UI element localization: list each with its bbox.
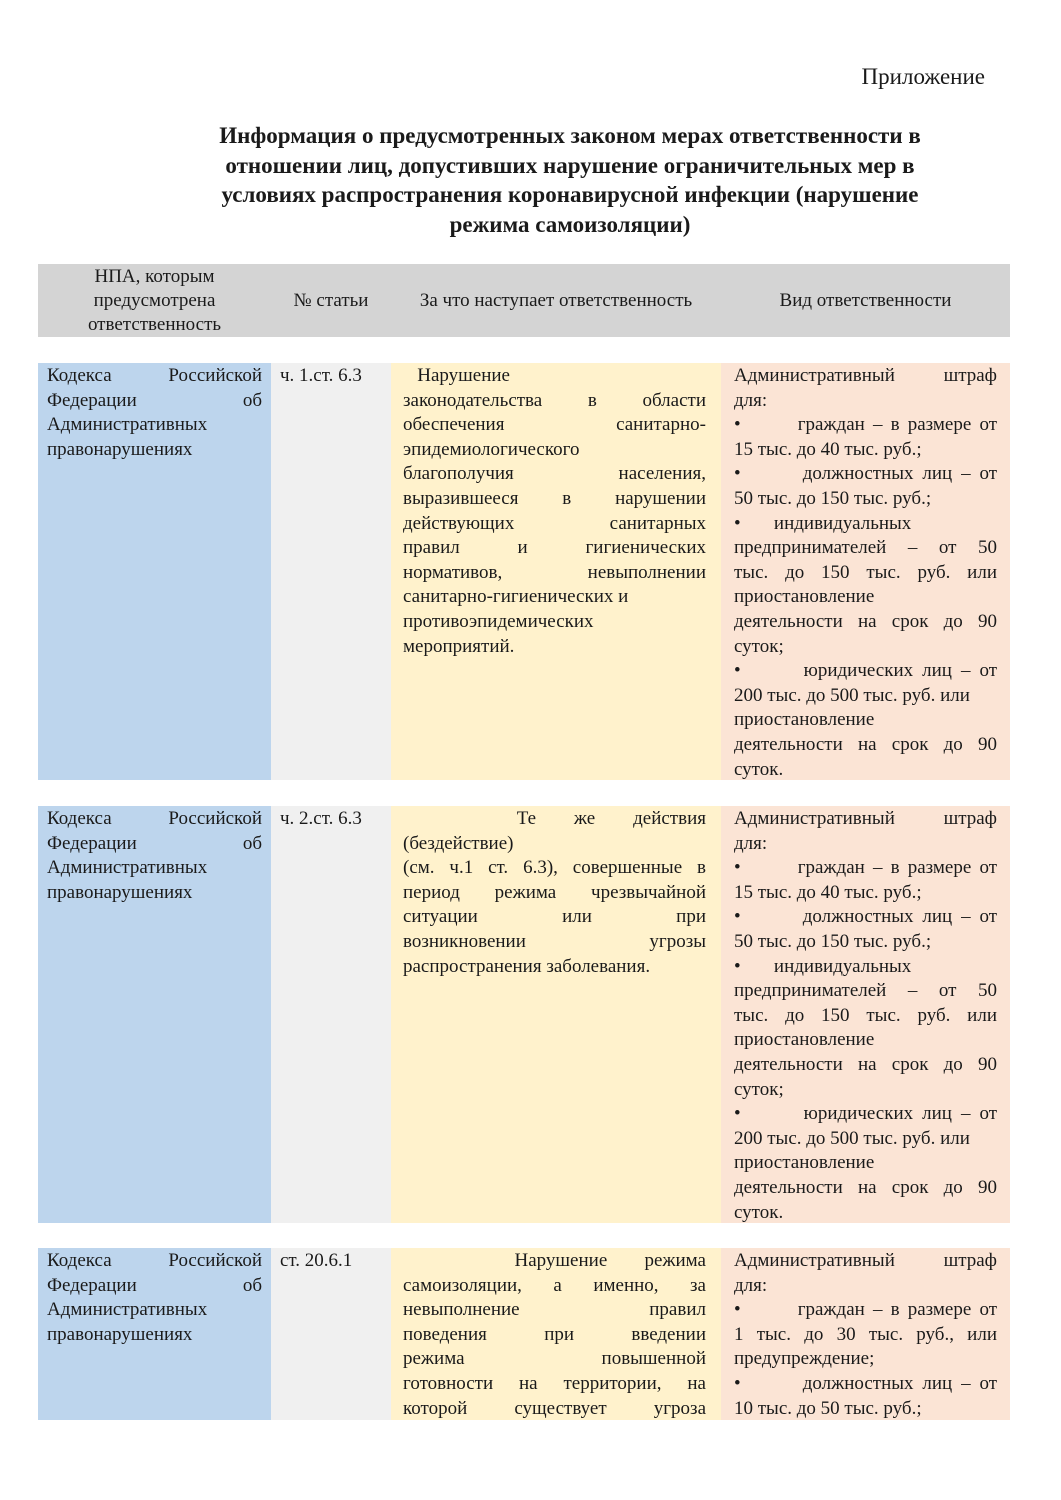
- text-line: готовности на территории, на: [403, 1372, 706, 1394]
- text-line: • должностных лиц – от: [734, 906, 997, 928]
- text-line: 50 тыс. до 150 тыс. руб.;: [734, 930, 932, 952]
- text-line: Административных: [47, 857, 208, 879]
- text-line: суток.: [734, 1201, 784, 1223]
- text-line: • индивидуальных: [734, 512, 912, 534]
- text-line: • граждан – в размере от: [734, 414, 997, 436]
- text-line: Кодекса Российской: [47, 1250, 262, 1271]
- article-cell: ч. 1.ст. 6.3: [271, 363, 391, 780]
- text-line: нормативов, невыполнении: [403, 561, 706, 583]
- text-line: правил и гигиенических: [403, 537, 706, 559]
- text-line: тыс. до 150 тыс. руб. или: [734, 561, 997, 583]
- header-npa-line: ответственность: [87, 313, 222, 335]
- reason-cell: [391, 806, 721, 1223]
- text-line: деятельности на срок до 90: [734, 610, 997, 632]
- text-line: Те же действия: [403, 808, 706, 829]
- text-line: эпидемиологического: [403, 438, 580, 460]
- article-cell: ст. 20.6.1: [271, 1248, 391, 1420]
- text-line: Административных: [47, 414, 208, 436]
- text-line: деятельности на срок до 90: [734, 733, 997, 755]
- text-line: деятельности на срок до 90: [734, 1053, 997, 1075]
- responsibility-cell: [721, 1248, 1010, 1420]
- header-article: № статьи: [293, 289, 369, 311]
- header-npa-line: НПА, которым: [94, 265, 215, 287]
- text-line: деятельности на срок до 90: [734, 1176, 997, 1198]
- header-npa-line: предусмотрена: [93, 289, 216, 311]
- text-line: приостановление: [734, 1029, 875, 1051]
- npa-cell: [38, 1248, 271, 1420]
- text-line: Федерации об: [47, 1274, 262, 1296]
- text-line: которой существует угроза: [403, 1397, 706, 1419]
- text-line: Административных: [47, 1299, 208, 1321]
- text-line: 50 тыс. до 150 тыс. руб.;: [734, 487, 932, 509]
- text-line: приостановление: [734, 586, 875, 608]
- title-line: режима самоизоляции): [449, 211, 691, 237]
- text-line: противоэпидемических: [403, 610, 594, 632]
- article-cell: ч. 2.ст. 6.3: [271, 806, 391, 1223]
- text-line: 1 тыс. до 30 тыс. руб., или: [734, 1323, 997, 1345]
- text-line: • должностных лиц – от: [734, 1372, 997, 1394]
- text-line: Административный штраф: [734, 1250, 997, 1271]
- table-row: [38, 363, 1010, 780]
- text-line: правонарушениях: [47, 1323, 193, 1345]
- table-header: [38, 264, 1010, 337]
- text-line: • должностных лиц – от: [734, 463, 997, 485]
- text-line: режима повышенной: [403, 1348, 706, 1370]
- text-line: приостановление: [734, 709, 875, 731]
- text-line: Административный штраф: [734, 808, 997, 829]
- table-row: [38, 806, 1010, 1223]
- text-line: Кодекса Российской: [47, 365, 262, 386]
- text-line: суток;: [734, 1078, 784, 1100]
- npa-cell: [38, 363, 271, 780]
- text-line: самоизоляции, а именно, за: [403, 1274, 706, 1296]
- text-line: Административный штраф: [734, 365, 997, 386]
- text-line: предупреждение;: [734, 1348, 875, 1370]
- text-line: правонарушениях: [47, 438, 193, 460]
- text-line: возникновении угрозы: [403, 930, 706, 952]
- text-line: • юридических лиц – от: [734, 660, 997, 682]
- text-line: • граждан – в размере от: [734, 857, 997, 879]
- text-line: предпринимателей – от 50: [734, 537, 997, 559]
- table-row: [38, 1248, 1010, 1420]
- text-line: 15 тыс. до 40 тыс. руб.;: [734, 881, 922, 903]
- text-line: мероприятий.: [403, 635, 515, 657]
- text-line: санитарно-гигиенических и: [403, 586, 629, 608]
- title-line: условиях распространения коронавирусной инфекции (нарушение: [221, 182, 919, 207]
- text-line: правонарушениях: [47, 881, 193, 903]
- text-line: выразившееся в нарушении: [403, 487, 706, 509]
- responsibility-cell: [721, 363, 1010, 780]
- text-line: • граждан – в размере от: [734, 1299, 997, 1321]
- appendix-label: Приложение: [861, 64, 985, 89]
- header-type: Вид ответственности: [779, 289, 952, 311]
- responsibility-cell: [721, 806, 1010, 1223]
- text-line: Кодекса Российской: [47, 808, 262, 829]
- text-line: Федерации об: [47, 832, 262, 854]
- document-title: [180, 121, 960, 239]
- text-line: законодательства в области: [403, 389, 706, 411]
- reason-cell: [391, 363, 721, 780]
- header-reason: За что наступает ответственность: [419, 289, 693, 311]
- text-line: 200 тыс. до 500 тыс. руб. или: [734, 1127, 970, 1149]
- text-line: 200 тыс. до 500 тыс. руб. или: [734, 684, 970, 706]
- reason-cell: [391, 1248, 721, 1420]
- text-line: приостановление: [734, 1152, 875, 1174]
- text-line: Нарушение режима: [403, 1250, 706, 1271]
- text-line: суток;: [734, 635, 784, 657]
- text-line: Федерации об: [47, 389, 262, 411]
- text-line: распространения заболевания.: [403, 955, 651, 977]
- text-line: благополучия населения,: [403, 463, 706, 485]
- text-line: для:: [734, 832, 768, 854]
- text-line: предпринимателей – от 50: [734, 980, 997, 1002]
- text-line: (бездействие): [403, 832, 514, 854]
- text-line: тыс. до 150 тыс. руб. или: [734, 1004, 997, 1026]
- npa-cell: [38, 806, 271, 1223]
- text-line: для:: [734, 1274, 768, 1296]
- text-line: поведения при введении: [403, 1323, 706, 1345]
- text-line: период режима чрезвычайной: [403, 881, 706, 903]
- text-line: ситуации или при: [403, 906, 706, 928]
- text-line: • индивидуальных: [734, 955, 912, 977]
- title-line: отношении лиц, допустивших нарушение ограничительных мер в: [225, 152, 915, 178]
- text-line: невыполнение правил: [403, 1299, 706, 1321]
- text-line: Нарушение: [403, 365, 510, 386]
- header-npa: [38, 264, 271, 337]
- text-line: (см. ч.1 ст. 6.3), совершенные в: [403, 857, 706, 879]
- text-line: суток.: [734, 758, 784, 780]
- text-line: • юридических лиц – от: [734, 1103, 997, 1125]
- text-line: для:: [734, 389, 768, 411]
- text-line: обеспечения санитарно-: [403, 414, 706, 436]
- text-line: 15 тыс. до 40 тыс. руб.;: [734, 438, 922, 460]
- title-line: Информация о предусмотренных законом мерах ответственности в: [219, 123, 921, 148]
- text-line: 10 тыс. до 50 тыс. руб.;: [734, 1397, 922, 1419]
- text-line: действующих санитарных: [403, 512, 706, 534]
